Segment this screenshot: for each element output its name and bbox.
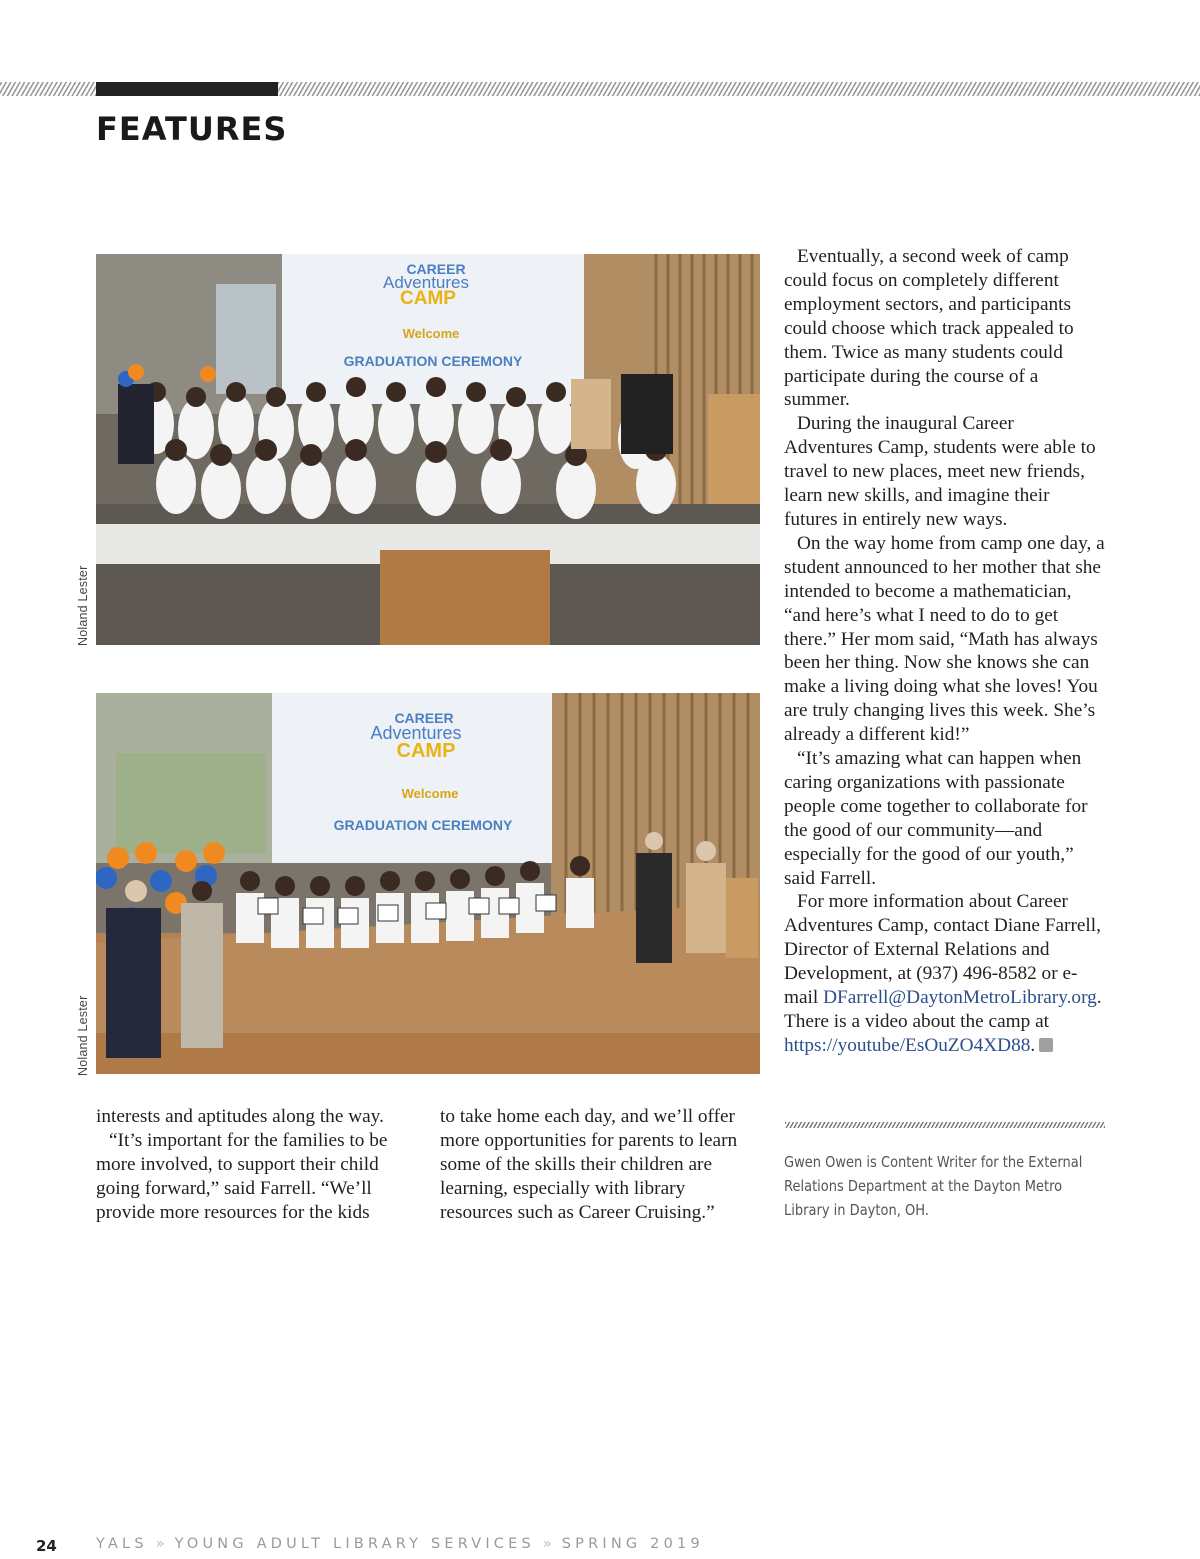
article-paragraph: During the inaugural Career Adventures Camp, students were able to travel to new places, meet new friends, learn new skills, and imagine their futures in entirely new ways. [784, 413, 1096, 530]
journal-full-name: YOUNG ADULT LIBRARY SERVICES [174, 1536, 535, 1552]
photo-graduation-group [96, 254, 760, 645]
screen-logo-line2: Adventures [383, 273, 469, 292]
article-paragraph: interests and aptitudes along the way. [96, 1106, 384, 1127]
author-bio: Gwen Owen is Content Writer for the External Relations Department at the Dayton Metro Library in Dayton, OH. [784, 1153, 1083, 1219]
journal-short-name: YALS [96, 1536, 148, 1552]
screen-logo-line2: Adventures [370, 723, 462, 743]
screen-welcome: Welcome [402, 326, 460, 341]
screen-title: GRADUATION CEREMONY [343, 353, 523, 369]
photo-graduation-certificates [96, 693, 760, 1074]
header-black-bar [96, 82, 278, 96]
photo-credit: Noland Lester [76, 565, 90, 646]
article-paragraph-contact: For more information about Career Adventures Camp, contact Diane Farrell, Director of External Relations and Development, at (937) 496-8582 or e-mail DFarrell@DaytonMetroLibrary.org. There is a video about the camp at https://youtube/EsOuZO4XD88. [784, 891, 1102, 1056]
article-column-right [784, 245, 1106, 1058]
screen-logo-line1: CAREER [394, 710, 454, 726]
end-of-article-icon [1039, 1038, 1053, 1052]
footer-separator: » [155, 1536, 167, 1552]
screen-welcome: Welcome [401, 786, 459, 801]
running-footer [96, 1536, 704, 1552]
article-paragraph: “It’s important for the families to be more involved, to support their child going forward,” said Farrell. “We’ll provide more resources for the kids [96, 1129, 388, 1223]
article-column-middle [440, 1105, 760, 1225]
bio-divider [785, 1122, 1105, 1128]
article-paragraph: “It’s amazing what can happen when caring organizations with passionate people come together to collaborate for the good of our community—and especially for the good of our youth,” said Farrell. [784, 748, 1088, 889]
article-column-left [96, 1105, 414, 1225]
screen-title: GRADUATION CEREMONY [333, 817, 513, 833]
screen-logo-line3: CAMP [396, 740, 456, 762]
article-paragraph: Eventually, a second week of camp could focus on completely different employment sectors, and participants could choose which track appealed to them. Twice as many students could participate during the course of a summer. [784, 246, 1074, 411]
issue-date: SPRING 2019 [561, 1536, 704, 1552]
photo-credit: Noland Lester [76, 995, 90, 1076]
email-link[interactable]: DFarrell@DaytonMetroLibrary.org [823, 987, 1097, 1009]
page-number: 24 [36, 1537, 57, 1555]
article-paragraph: On the way home from camp one day, a student announced to her mother that she intended to become a mathematician, “and here’s what I need to do to get there.” Her mom said, “Math has always been her thing. Now she knows she can make a living doing what she loves! You are truly changing lives this week. She’s already a different kid!” [784, 532, 1105, 746]
article-paragraph: to take home each day, and we’ll offer more opportunities for parents to learn some of the skills their children are learning, especially with library resources such as Career Cruising.” [440, 1106, 738, 1223]
video-link[interactable]: https://youtube/EsOuZO4XD88 [784, 1034, 1031, 1056]
screen-logo-line1: CAREER [406, 261, 466, 277]
footer-separator: » [542, 1536, 554, 1552]
screen-logo-line3: CAMP [400, 288, 456, 309]
section-title: FEATURES [96, 110, 288, 148]
